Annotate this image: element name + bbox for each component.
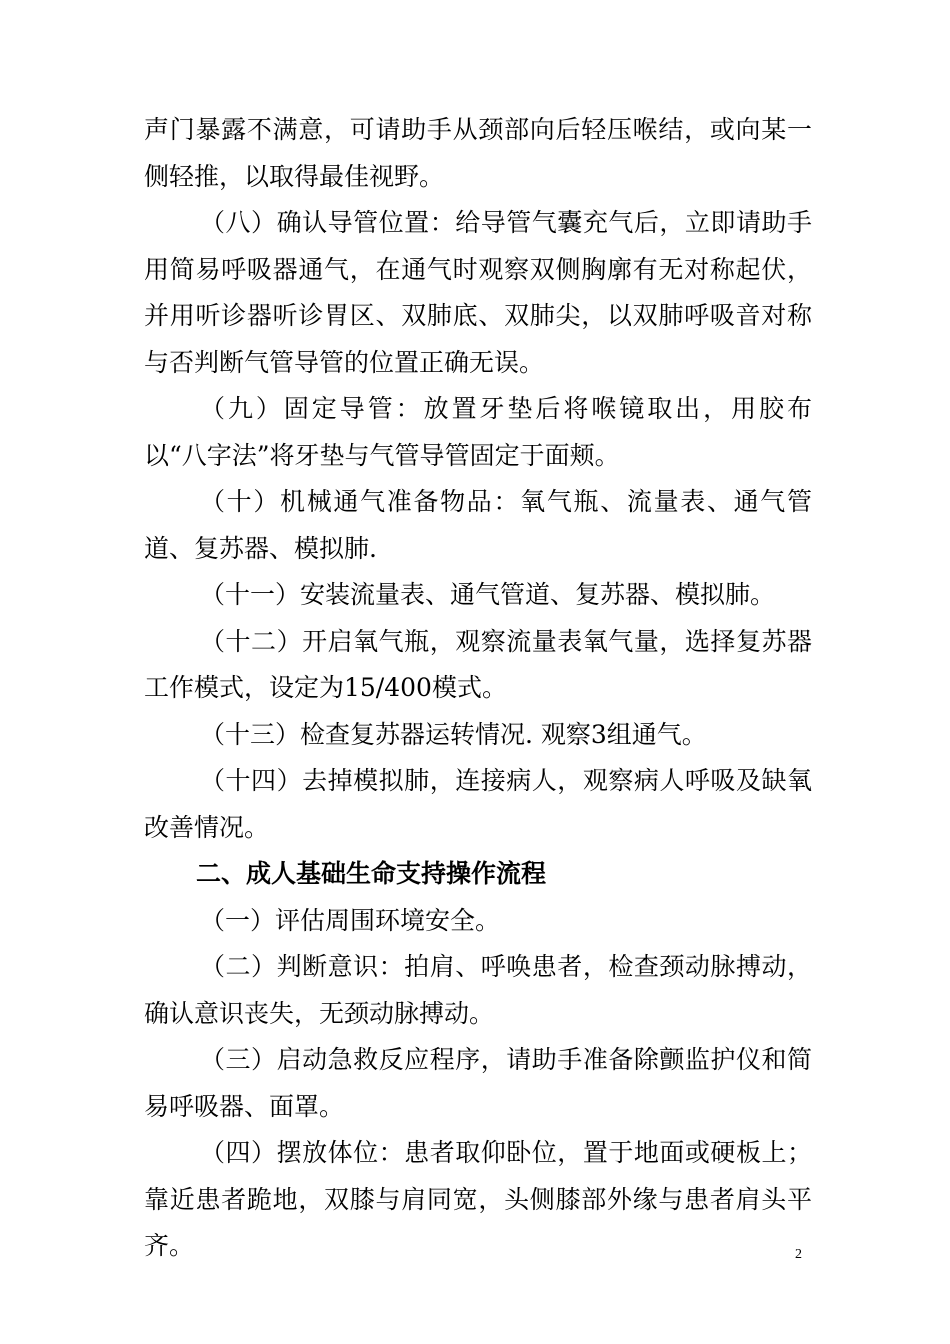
page-number: 2 [795,1247,802,1262]
paragraph-step-8: （八）确认导管位置：给导管气囊充气后，立即请助手用简易呼吸器通气，在通气时观察双侧胸廓有无对称起伏，并用听诊器听诊胃区、双肺底、双肺尖，以双肺呼吸音对称与否判断气管导管的位置正确无误。 [144,208,812,377]
paragraph-bls-step-2: （二）判断意识：拍肩、呼唤患者，检查颈动脉搏动，确认意识丧失，无颈动脉搏动。 [144,952,812,1028]
paragraph-step-13: （十三）检查复苏器运转情况. 观察3组通气。 [200,719,707,749]
document-body [144,107,812,1270]
paragraph-step-12: （十二）开启氧气瓶，观察流量表氧气量，选择复苏器工作模式，设定为15/400模式。 [144,626,812,702]
paragraph-step-9: （九）固定导管：放置牙垫后将喉镜取出，用胶布以“八字法”将牙垫与气管导管固定于面颊。 [144,394,812,470]
paragraph-bls-step-4: （四）摆放体位：患者取仰卧位，置于地面或硬板上；靠近患者跪地，双膝与肩同宽，头侧膝部外缘与患者肩头平齐。 [144,1138,812,1260]
paragraph-continuation: 声门暴露不满意，可请助手从颈部向后轻压喉结，或向某一侧轻推，以取得最佳视野。 [144,115,812,191]
paragraph-bls-step-3: （三）启动急救反应程序，请助手准备除颤监护仪和简易呼吸器、面罩。 [144,1045,812,1121]
paragraph-step-11: （十一）安装流量表、通气管道、复苏器、模拟肺。 [200,580,776,609]
paragraph-step-10: （十）机械通气准备物品：氧气瓶、流量表、通气管道、复苏器、模拟肺. [144,487,812,563]
section-heading: 二、成人基础生命支持操作流程 [196,859,547,888]
paragraph-bls-step-1: （一）评估周围环境安全。 [200,905,501,935]
paragraph-step-14: （十四）去掉模拟肺，连接病人，观察病人呼吸及缺氧改善情况。 [144,766,812,842]
